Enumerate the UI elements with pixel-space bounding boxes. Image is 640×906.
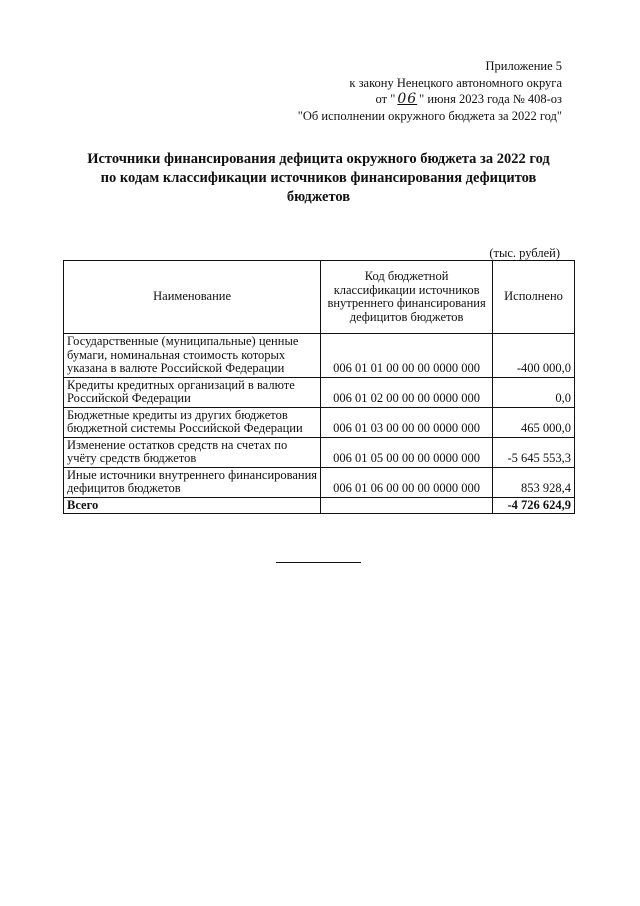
value-cell: -5 645 553,3 [493,437,575,467]
table-row [64,334,575,378]
code-cell: 006 01 03 00 00 00 0000 000 [321,407,493,437]
appendix-law: к закону Ненецкого автономного округа [349,75,562,90]
value-cell: 465 000,0 [493,407,575,437]
value-cell: -4 726 624,9 [493,497,575,514]
name-cell: Всего [64,497,321,514]
appendix-law-title: "Об исполнении окружного бюджета за 2022 год" [297,108,562,123]
units-label: (тыс. рублей) [489,246,560,260]
code-cell: 006 01 01 00 00 00 0000 000 [321,334,493,378]
header-code: Код бюджетной классификации источников внутреннего финансирования дефицитов бюджетов [321,261,493,334]
name-cell: Иные источники внутреннего финансирования дефицитов бюджетов [64,467,321,497]
title-line-2: по кодам классификации источников финансирования дефицитов [100,170,537,186]
header-executed: Исполнено [493,261,575,334]
table-total-row [64,497,575,514]
code-cell: 006 01 05 00 00 00 0000 000 [321,437,493,467]
date-suffix: " июня 2023 года № 408-оз [419,92,562,106]
name-cell: Государственные (муниципальные) ценные бумаги, номинальная стоимость которых указана в валюте Российской Федерации [64,334,321,378]
value-cell: 0,0 [493,377,575,407]
code-cell: 006 01 06 00 00 00 0000 000 [321,467,493,497]
sources-table [63,260,575,514]
name-cell: Кредиты кредитных организаций в валюте Российской Федерации [64,377,321,407]
appendix-date [298,91,562,108]
appendix-header [298,58,562,124]
table-row [64,407,575,437]
table-row [64,437,575,467]
end-rule [276,562,361,563]
title-line-3: бюджетов [286,189,351,205]
table-header-row [64,261,575,334]
name-cell: Изменение остатков средств на счетах по учёту средств бюджетов [64,437,321,467]
document-title [66,150,571,207]
title-line-1: Источники финансирования дефицита окружного бюджета за 2022 год [87,151,550,167]
value-cell: 853 928,4 [493,467,575,497]
table-row [64,377,575,407]
handwritten-day: 06 [397,91,418,107]
value-cell: -400 000,0 [493,334,575,378]
table-row [64,467,575,497]
table-body [64,334,575,514]
name-cell: Бюджетные кредиты из других бюджетов бюджетной системы Российской Федерации [64,407,321,437]
code-cell: 006 01 02 00 00 00 0000 000 [321,377,493,407]
code-cell [321,497,493,514]
appendix-number: Приложение 5 [485,59,562,73]
header-name: Наименование [64,261,321,334]
date-prefix: от " [375,92,396,106]
